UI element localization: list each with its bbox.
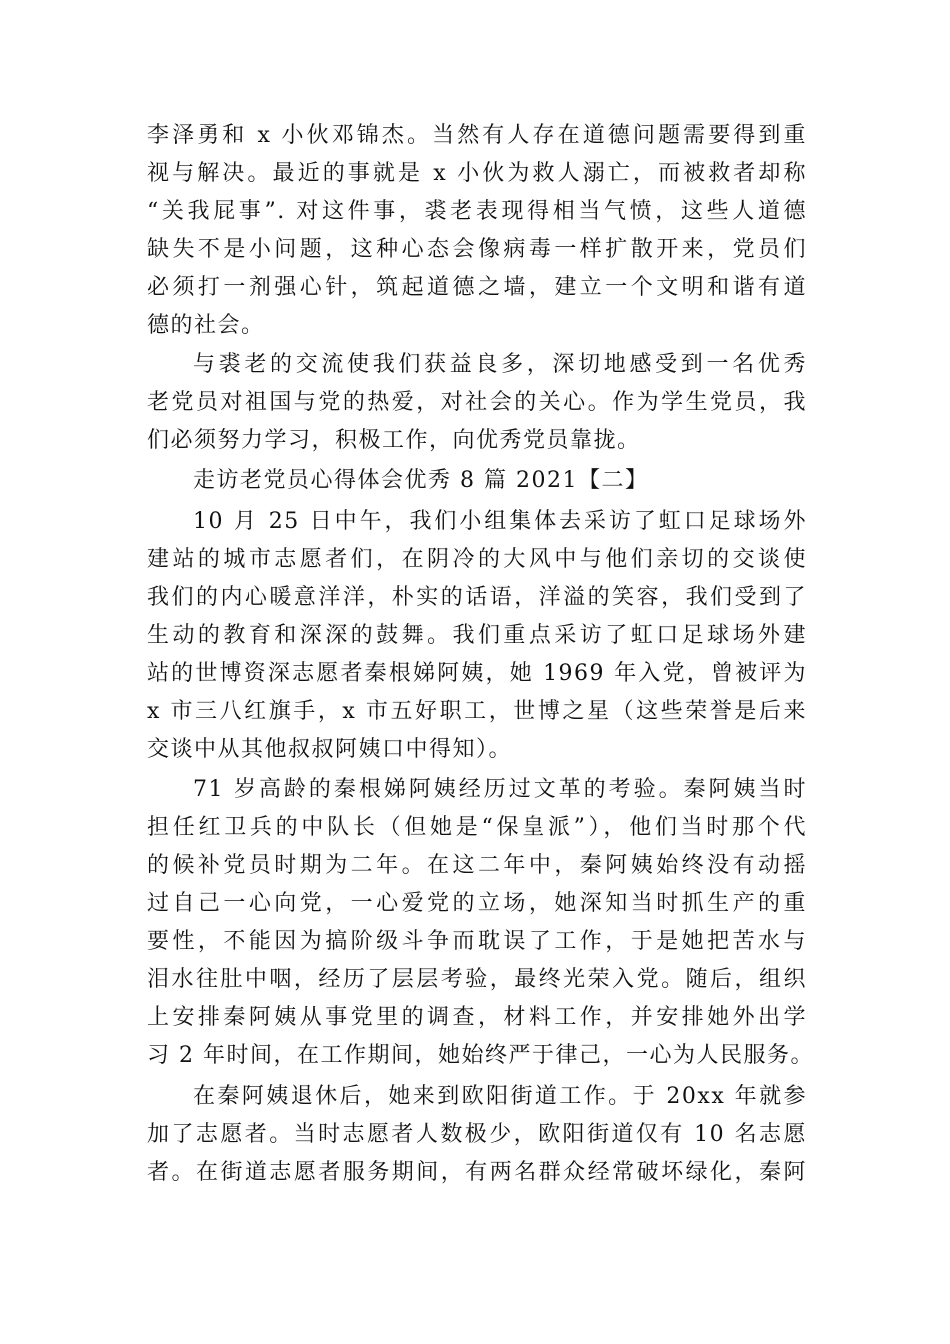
- text-line: 必须打一剂强心针，筑起道德之墙，建立一个文明和谐有道: [147, 275, 807, 300]
- text-line: 们必须努力学习，积极工作，向优秀党员靠拢。: [147, 428, 641, 453]
- text-line: 上安排秦阿姨从事党里的调查，材料工作，并安排她外出学: [147, 1005, 807, 1030]
- text-line: 站的世博资深志愿者秦根娣阿姨，她 1969 年入党，曾被评为: [147, 661, 807, 686]
- text-line: 71 岁高龄的秦根娣阿姨经历过文革的考验。秦阿姨当时: [193, 777, 807, 802]
- text-line: “关我屁事”. 对这件事，裘老表现得相当气愤，这些人道德: [147, 199, 807, 224]
- text-line: 李泽勇和 x 小伙邓锦杰。当然有人存在道德问题需要得到重: [147, 123, 807, 148]
- text-line: 的候补党员时期为二年。在这二年中，秦阿姨始终没有动摇: [147, 853, 807, 878]
- text-line: 建站的城市志愿者们，在阴冷的大风中与他们亲切的交谈使: [147, 547, 807, 572]
- text-line: 者。在街道志愿者服务期间，有两名群众经常破坏绿化，秦阿: [147, 1160, 807, 1185]
- text-line: 过自己一心向党，一心爱党的立场，她深知当时抓生产的重: [147, 891, 807, 916]
- text-line: 交谈中从其他叔叔阿姨口中得知）。: [147, 737, 513, 762]
- text-line: 泪水往肚中咽，经历了层层考验，最终光荣入党。随后，组织: [147, 967, 807, 992]
- text-line: 加了志愿者。当时志愿者人数极少，欧阳街道仅有 10 名志愿: [147, 1122, 807, 1147]
- text-line: 在秦阿姨退休后，她来到欧阳街道工作。于 20xx 年就参: [193, 1084, 807, 1109]
- text-line: 缺失不是小问题，这种心态会像病毒一样扩散开来，党员们: [147, 237, 807, 262]
- text-line: 与裘老的交流使我们获益良多，深切地感受到一名优秀: [193, 352, 807, 377]
- text-line: 习 2 年时间，在工作期间，她始终严于律己，一心为人民服务。: [147, 1043, 814, 1068]
- text-line: 老党员对祖国与党的热爱，对社会的关心。作为学生党员，我: [147, 390, 807, 415]
- text-line: 视与解决。最近的事就是 x 小伙为救人溺亡，而被救者却称: [147, 161, 807, 186]
- text-line: 10 月 25 日中午，我们小组集体去采访了虹口足球场外: [193, 509, 807, 534]
- text-line: 我们的内心暖意洋洋，朴实的话语，洋溢的笑容，我们受到了: [147, 585, 807, 610]
- text-line: 要性，不能因为搞阶级斗争而耽误了工作，于是她把苦水与: [147, 929, 807, 954]
- text-line: 担任红卫兵的中队长（但她是“保皇派”），他们当时那个代: [147, 815, 807, 840]
- section-heading: 走访老党员心得体会优秀 8 篇 2021【二】: [193, 468, 649, 493]
- text-line: 生动的教育和深深的鼓舞。我们重点采访了虹口足球场外建: [147, 623, 807, 648]
- text-line: x 市三八红旗手，x 市五好职工，世博之星（这些荣誉是后来: [147, 699, 807, 724]
- text-line: 德的社会。: [147, 313, 265, 338]
